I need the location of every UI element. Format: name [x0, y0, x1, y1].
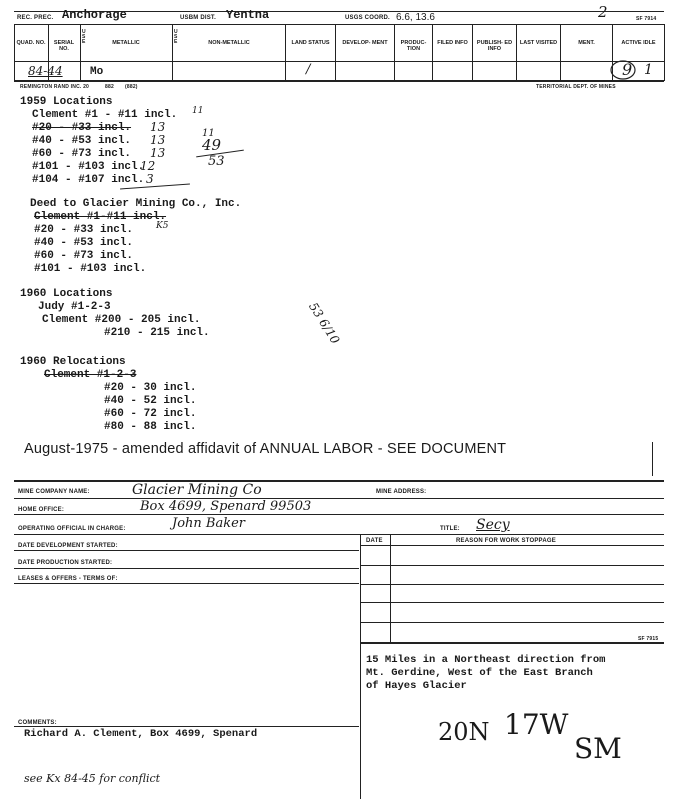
claim-line: Clement #1-2-3 — [44, 369, 137, 381]
claim-line: Clement #200 - 205 incl. — [42, 314, 201, 326]
claim-line: #60 - #73 incl. — [32, 148, 132, 160]
heading-1960-locations: 1960 Locations — [20, 288, 113, 300]
mine-address-label: MINE ADDRESS: — [376, 489, 427, 495]
handwritten-sum: 53 — [208, 154, 225, 169]
col-active-header: ACTIVE IDLE — [621, 40, 656, 46]
handwritten-mark: K5 — [156, 221, 169, 231]
claim-line: #210 - 215 incl. — [104, 327, 210, 339]
claim-line: #60 - #73 incl. — [34, 250, 134, 262]
form-number-2: SF 7915 — [638, 636, 659, 642]
col-visited-header: LAST VISITED — [519, 40, 558, 46]
usbm-dist-label: USBM DIST. — [180, 15, 217, 21]
location-line: 15 Miles in a Northeast direction from — [366, 654, 606, 666]
handwritten-count: 13 — [150, 120, 166, 134]
col-filed-header: FILED INFO — [437, 40, 468, 46]
claim-line: Judy #1-2-3 — [38, 301, 111, 313]
claim-line: #20 - #33 incl. — [34, 224, 134, 236]
claim-line: #20 - 30 incl. — [104, 382, 197, 394]
title-value: Secy — [476, 517, 510, 533]
range-note: 17W — [504, 708, 569, 741]
rec-prec-value: Anchorage — [62, 8, 127, 22]
comments-label: COMMENTS: — [18, 720, 57, 726]
date-column-header: DATE — [366, 538, 383, 544]
claim-line: #40 - 52 incl. — [104, 395, 197, 407]
usgs-coord-value: 6.6, 13.6 — [396, 12, 435, 23]
official-label: OPERATING OFFICIAL IN CHARGE: — [18, 526, 126, 532]
form-number: SF 7914 — [636, 16, 657, 22]
company-value: Glacier Mining Co — [132, 482, 262, 498]
claim-line: #20 - #33 incl. — [32, 122, 132, 134]
handwritten-count: 11 — [192, 106, 204, 116]
claim-line: #104 - #107 incl. — [32, 174, 145, 186]
col-ment-header: MENT. — [578, 40, 595, 46]
handwritten-count: 13 — [150, 133, 166, 147]
col-metallic-header: METALLIC — [112, 40, 140, 46]
township-note: 20N — [438, 718, 490, 746]
home-office-value: Box 4699, Spenard 99503 — [140, 499, 312, 514]
leases-label: LEASES & OFFERS - TERMS OF: — [18, 576, 118, 582]
comments-value: Richard A. Clement, Box 4699, Spenard — [24, 728, 258, 740]
col-production-header: PRODUC- TION — [400, 40, 427, 52]
conflict-note: see Kx 84-45 for conflict — [24, 772, 161, 785]
claim-line: Clement #1 - #11 incl. — [32, 109, 178, 121]
heading-1959-locations: 1959 Locations — [20, 96, 113, 108]
claim-line: #40 - #53 incl. — [32, 135, 132, 147]
printer-mark-3: (882) — [125, 84, 138, 90]
nonmetallic-marks: U S E — [174, 29, 178, 45]
dev-started-label: DATE DEVELOPMENT STARTED: — [18, 543, 118, 549]
col-develop-header: DEVELOP- MENT — [342, 40, 388, 46]
col-quad-header: QUAD. NO. — [16, 40, 46, 46]
active-value-2: 1 — [644, 62, 653, 78]
col-nonmetallic-header: NON-METALLIC — [208, 40, 250, 46]
official-value: John Baker — [172, 516, 246, 531]
quad-value: 84-44 — [28, 64, 63, 78]
claim-line: #101 - #103 incl. — [34, 263, 147, 275]
territorial-dept: TERRITORIAL DEPT. OF MINES — [536, 84, 616, 90]
handwritten-count: 13 — [150, 146, 166, 160]
claim-line: Clement #1-#11 incl. — [34, 211, 167, 223]
claim-line: #60 - 72 incl. — [104, 408, 197, 420]
claim-line: #80 - 88 incl. — [104, 421, 197, 433]
handwritten-sum: 11 — [202, 128, 215, 139]
metallic-marks: U S E — [82, 29, 86, 45]
handwritten-count: 3 — [146, 172, 154, 186]
location-line: Mt. Gerdine, West of the East Branch — [366, 667, 593, 679]
handwritten-diagonal: 53 6/10 — [306, 300, 343, 347]
page-mark: 2 — [598, 3, 608, 21]
active-value: 9 — [622, 60, 633, 79]
usgs-coord-label: USGS COORD. — [345, 15, 390, 21]
printer-mark-2: 882 — [105, 84, 114, 90]
usbm-dist-value: Yentna — [226, 8, 270, 22]
reason-column-header: REASON FOR WORK STOPPAGE — [456, 538, 556, 544]
claim-line: #101 - #103 incl. — [32, 161, 145, 173]
col-land-header: LAND STATUS — [291, 40, 330, 46]
land-status-value: / — [306, 62, 311, 77]
heading-deed: Deed to Glacier Mining Co., Inc. — [30, 198, 242, 210]
title-label: TITLE: — [440, 526, 460, 532]
circle-mark-icon — [608, 58, 638, 82]
metallic-value: Mo — [90, 66, 104, 78]
printer-mark: REMINGTON RAND INC. 20 — [20, 84, 90, 90]
handwritten-sum: 49 — [202, 136, 222, 154]
claim-line: #40 - #53 incl. — [34, 237, 134, 249]
rec-prec-label: REC. PREC. — [17, 15, 54, 21]
company-label: MINE COMPANY NAME: — [18, 489, 90, 495]
heading-1960-relocations: 1960 Relocations — [20, 356, 126, 368]
col-published-header: PUBLISH- ED INFO — [476, 40, 513, 52]
home-office-label: HOME OFFICE: — [18, 507, 65, 513]
handwritten-count: 12 — [140, 159, 156, 173]
august-1975-note: August-1975 - amended affidavit of ANNUAL LABOR - SEE DOCUMENT — [24, 441, 507, 457]
col-serial-header: SERIAL NO. — [53, 40, 75, 52]
meridian-note: SM — [574, 732, 622, 765]
location-line: of Hayes Glacier — [366, 680, 467, 692]
prod-started-label: DATE PRODUCTION STARTED: — [18, 560, 113, 566]
